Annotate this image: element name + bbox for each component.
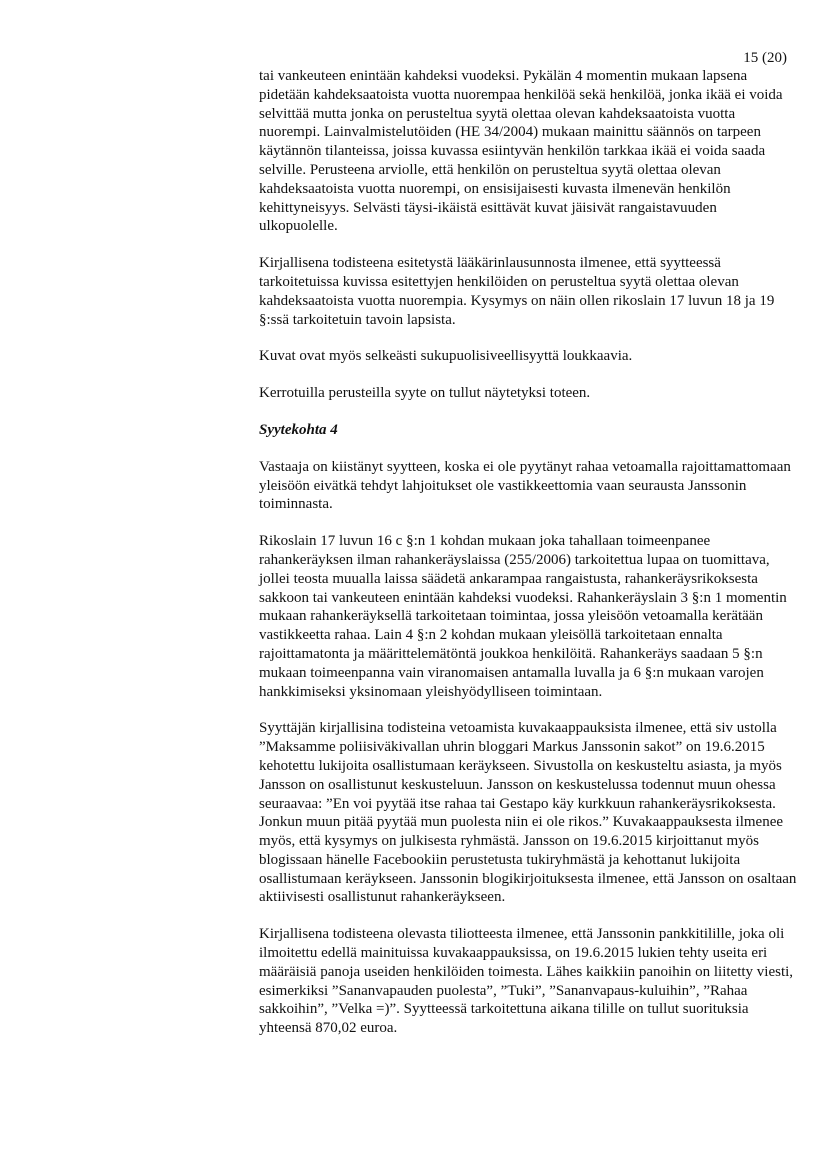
paragraph: Vastaaja on kiistänyt syytteen, koska ei ole pyytänyt rahaa vetoamalla rajoittamattomaan yleisöön eivätkä tehdyt lahjoitukset ole vastikkeettomia vaan seurausta Janssonin toiminnasta. — [259, 458, 791, 513]
paragraph: Syyttäjän kirjallisina todisteina vetoamista kuvakaappauksista ilmenee, että siv ustolla ”Maksamme poliisiväkivallan uhrin bloggari Markus Janssonin sakot” on 19.6.2015 kehotettu lukijoita osallistumaan keräykseen. Sivustolla on keskusteltu asiasta, ja myös Jansson on osallistunut keskusteluun. Jansson on keskustelussa todennut muun ohessa seuraavaa: ”En voi pyytää itse rahaa tai Gestapo käy kurkkuun rahankeräysrikoksesta. Jonkun muun pitää pyytää mun puolesta niin ei ole rikos.” Kuvakaappauksesta ilmenee myös, että kysymys on julkisesta ryhmästä. Jansson on 19.6.2015 kirjoittanut myös blogissaan hänelle Facebookiin perustetusta tukiryhmästä ja kehottanut lukijoita osallistumaan keräykseen. Janssonin blogikirjoituksesta ilmenee, että Jansson on osaltaan aktiivisesti osallistunut rahankeräykseen. — [259, 720, 797, 906]
section-heading: Syytekohta 4 — [259, 421, 338, 438]
paragraph: tai vankeuteen enintään kahdeksi vuodeksi. Pykälän 4 momentin mukaan lapsena pidetään kahdeksaatoista vuotta nuorempaa henkilöä sekä henkilöä, jonka ikää ei voida selvittää mutta jonka on perusteltua syytä olettaa olevan kahdeksaatoista vuotta nuorempi. Lainvalmistelutöiden (HE 34/2004) mukaan mainittu säännös on tarpeen käytännön tilanteissa, joissa kuvassa esiintyvän henkilön tarkkaa ikää ei voida saada selville. Perusteena arviolle, että henkilön on perusteltua syytä olettaa olevan kahdeksaatoista vuotta nuorempi, on ensisijaisesti kuvasta ilmenevän henkilön kehittyneisyys. Selvästi täysi-ikäistä esittävät kuvat jäisivät rangaistavuuden ulkopuolelle. — [259, 68, 783, 235]
paragraph: Rikoslain 17 luvun 16 c §:n 1 kohdan mukaan joka tahallaan toimeenpanee rahankeräyksen ilman rahankeräyslaissa (255/2006) tarkoitettua lupaa on tuomittava, jollei teosta muualla laissa säädetä ankarampaa rangaistusta, rahankeräysrikoksesta sakkoon tai vankeuteen enintään kahdeksi vuodeksi. Rahankeräyslain 3 §:n 1 momentin mukaan rahankeräyksellä tarkoitetaan toimintaa, jossa yleisöön vetoamalla kerätään vastikkeetta rahaa. Lain 4 §:n 2 kohdan mukaan yleisöllä tarkoitetaan ennalta rajoittamatonta ja määrittelemätöntä joukkoa henkilöitä. Rahankeräys saadaan 5 §:n mukaan toimeenpanna vain viranomaisen antamalla luvalla ja 6 §:n mukaan varojen hankkimiseksi yksinomaan yleishyödylliseen toimintaan. — [259, 533, 787, 700]
paragraph: Kuvat ovat myös selkeästi sukupuolisiveellisyyttä loukkaavia. — [259, 348, 633, 365]
page-number: 15 (20) — [743, 50, 787, 66]
paragraph: Kirjallisena todisteena olevasta tiliotteesta ilmenee, että Janssonin pankkitilille, joka oli ilmoitettu edellä mainituissa kuvakaappauksissa, on 19.6.2015 lukien tehty useita eri määräisiä panoja useiden henkilöiden toimesta. Lähes kaikkiin panoihin on liitetty viesti, esimerkiksi ”Sananvapauden puolesta”, ”Tuki”, ”Sananvapaus-kuluihin”, ”Rahaa sakkoihin”, ”Velka =)”. Syytteessä tarkoitettuna aikana tilille on tullut suorituksia yhteensä 870,02 euroa. — [259, 926, 794, 1037]
paragraph: Kirjallisena todisteena esitetystä lääkärinlausunnosta ilmenee, että syytteessä tarkoitetuissa kuvissa esitettyjen henkilöiden on perusteltua syytä olettaa olevan kahdeksaatoista vuotta nuorempia. Kysymys on näin ollen rikoslain 17 luvun 18 ja 19 §:ssä tarkoitetuin tavoin lapsista. — [259, 255, 775, 328]
document-body — [259, 67, 799, 1056]
paragraph: Kerrotuilla perusteilla syyte on tullut näytetyksi toteen. — [259, 385, 591, 402]
